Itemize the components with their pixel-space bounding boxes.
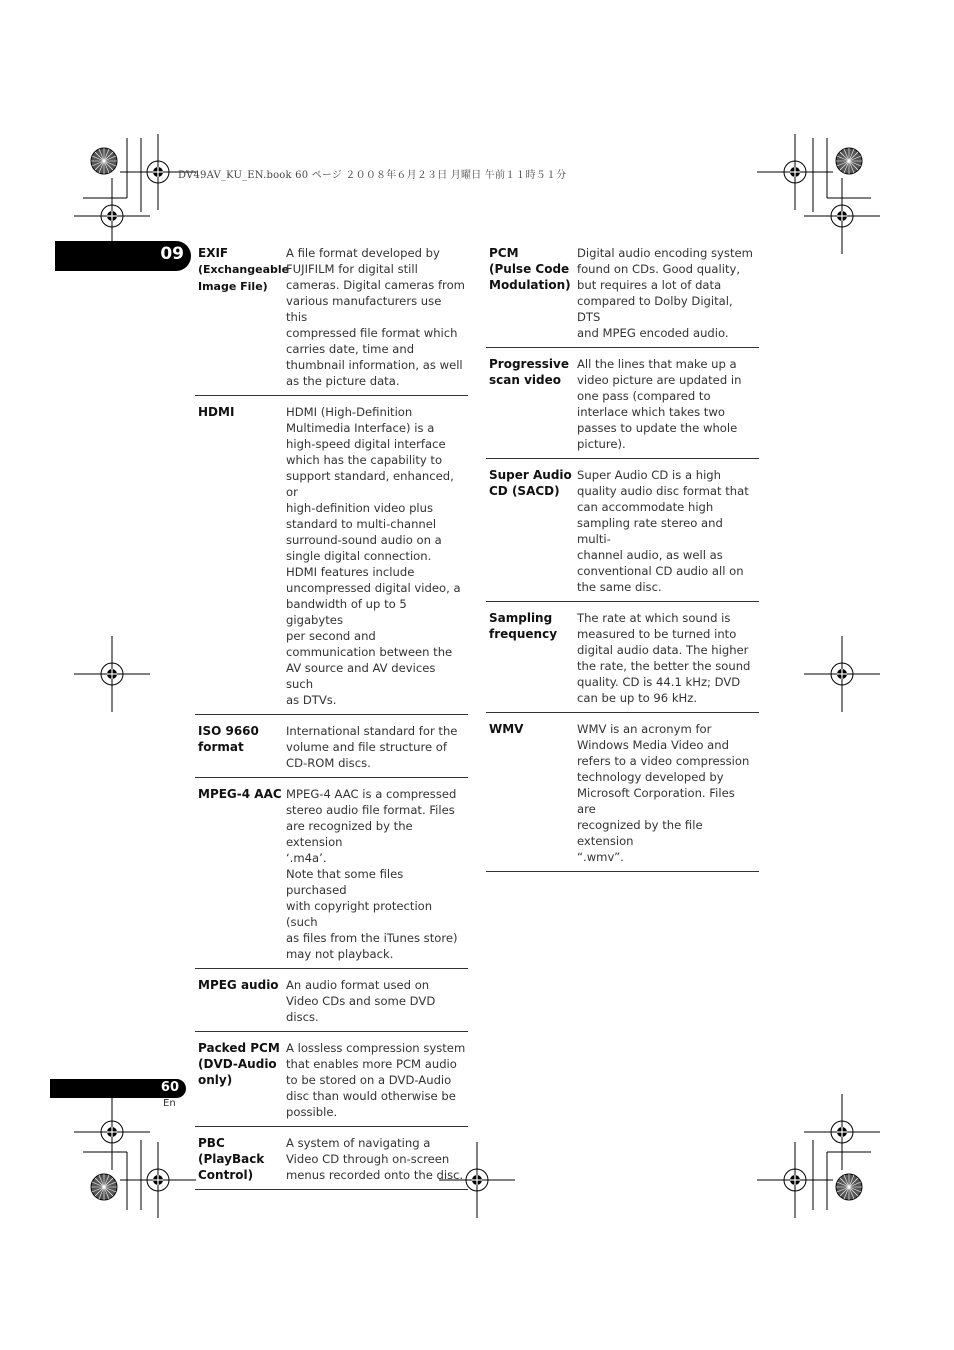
glossary-term-text: HDMI: [198, 405, 235, 419]
glossary-term: [195, 404, 286, 708]
glossary-term-text: Sampling frequency: [489, 611, 558, 641]
glossary-term: [195, 245, 290, 389]
glossary-term-text: MPEG audio: [198, 978, 279, 992]
glossary-definition: A system of navigating a Video CD through on-screen menus recorded onto the disc.: [286, 1136, 464, 1182]
glossary-definition: HDMI (High-Definition Multimedia Interface) is a high-speed digital interface which has the capability to support standard, enhanced, or high-definition video plus standard to multi-channel surround-sound audio on a single digital connection. HDMI features include uncompressed digital video, a bandwidth of up to 5 gigabytes per second and communication between the AV source and AV devices such as DTVs.: [286, 405, 461, 707]
glossary-term: [195, 977, 286, 1025]
chapter-tab: [55, 241, 191, 271]
glossary-definition: An audio format used on Video CDs and some DVD discs.: [286, 978, 436, 1024]
glossary-term-text: Progressive scan video: [489, 357, 569, 387]
glossary-term: [486, 245, 577, 341]
glossary-entry: [195, 1135, 468, 1190]
glossary-entry: [195, 723, 468, 778]
glossary-term-text: ISO 9660 format: [198, 724, 259, 754]
glossary-term: [486, 467, 577, 595]
glossary-term: [195, 1040, 286, 1120]
glossary-term: [195, 723, 286, 771]
glossary-column-left: [195, 245, 468, 1198]
page-number: 60: [160, 1080, 179, 1095]
print-header: DV49AV_KU_EN.book 60 ページ ２００８年６月２３日 月曜日 午前１１時５１分: [178, 170, 567, 181]
glossary-definition: All the lines that make up a video picture are updated in one pass (compared to interlace which takes two passes to update the whole picture).: [577, 357, 742, 451]
glossary-term-subtitle: (Exchangeable Image File): [198, 263, 290, 293]
glossary-term-text: Packed PCM (DVD-Audio only): [198, 1041, 280, 1087]
chapter-number: 09: [160, 244, 184, 264]
glossary-term-text: Super Audio CD (SACD): [489, 468, 572, 498]
glossary-entry: [195, 786, 468, 969]
glossary-entry: [195, 404, 468, 715]
glossary-definition: A file format developed by FUJIFILM for digital still cameras. Digital cameras from various manufacturers use this compressed file format which carries date, time and thumbnail information, as well as the picture data.: [286, 246, 465, 388]
glossary-entry: [486, 467, 759, 602]
glossary-definition: A lossless compression system that enables more PCM audio to be stored on a DVD-Audio disc than would otherwise be possible.: [286, 1041, 466, 1119]
glossary-term-text: PBC (PlayBack Control): [198, 1136, 265, 1182]
glossary-term-text: WMV: [489, 722, 524, 736]
glossary-entry: [486, 610, 759, 713]
glossary-entry: [195, 977, 468, 1032]
glossary-entry: [486, 245, 759, 348]
glossary-entry: [486, 356, 759, 459]
language-label: En: [163, 1098, 176, 1109]
glossary-term-text: MPEG-4 AAC: [198, 787, 282, 801]
glossary-term: [486, 610, 577, 706]
glossary-definition: Digital audio encoding system found on CDs. Good quality, but requires a lot of data compared to Dolby Digital, DTS and MPEG encoded audio.: [577, 246, 753, 340]
glossary-term: [486, 356, 577, 452]
glossary-definition: International standard for the volume and file structure of CD-ROM discs.: [286, 724, 458, 770]
glossary-term-text: EXIF: [198, 246, 229, 260]
glossary-entry: [195, 245, 468, 396]
glossary-entry: [486, 721, 759, 872]
glossary-term: [195, 1135, 286, 1183]
glossary-definition: MPEG-4 AAC is a compressed stereo audio file format. Files are recognized by the extension ‘.m4a’. Note that some files purchased with copyright protection (such as files from the iTunes store) may not playback.: [286, 787, 458, 961]
glossary-column-right: [486, 245, 759, 880]
glossary-definition: The rate at which sound is measured to be turned into digital audio data. The higher the rate, the better the sound quality. CD is 44.1 kHz; DVD can be up to 96 kHz.: [577, 611, 751, 705]
glossary-definition: Super Audio CD is a high quality audio disc format that can accommodate high sampling rate stereo and multi- channel audio, as well as conventional CD audio all on the same disc.: [577, 468, 749, 594]
glossary-entry: [195, 1040, 468, 1127]
glossary-term: [195, 786, 286, 962]
page-number-tab: [50, 1079, 186, 1098]
glossary-term: [486, 721, 577, 865]
glossary-term-text: PCM (Pulse Code Modulation): [489, 246, 571, 292]
glossary-definition: WMV is an acronym for Windows Media Video and refers to a video compression technology developed by Microsoft Corporation. Files are recognized by the file extension “.wmv”.: [577, 722, 750, 864]
